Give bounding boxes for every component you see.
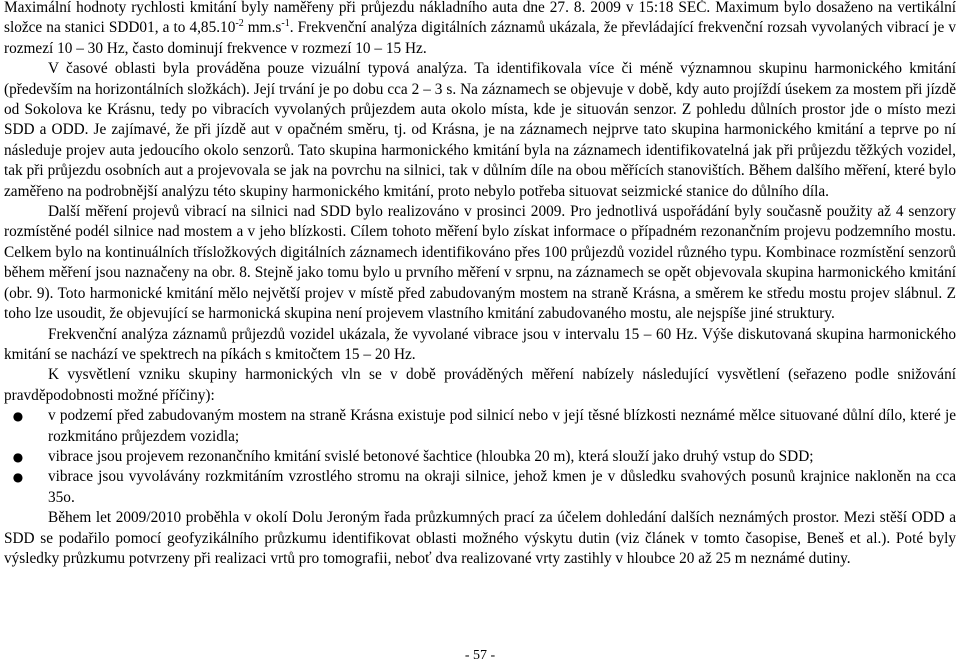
- paragraph-max-velocity: [4, 0, 956, 59]
- superscript: -2: [235, 18, 244, 30]
- text-run: Maximální hodnoty rychlosti kmitání byly naměřeny při průjezdu nákladního auta dne 27. 8. 2009 v 15:18 SEČ. Maximum bylo dosaženo na vertikální složce na stanici SDD01, a to 4,85.10: [4, 0, 956, 37]
- paragraph-time-domain: [4, 59, 956, 202]
- list-item-text: v podzemí před zabudovaným mostem na straně Krásna existuje pod silnicí nebo v její těsné blízkosti neznámé mělce situované důlní dílo, které je rozkmitáno průjezdem vozidla;: [48, 407, 956, 445]
- bullet-icon: ●: [12, 449, 24, 464]
- text-run: Na záznamech se objevuje v době, kdy auto projíždí úsekem za mostem při jízdě od Sokolova ke Krásnu, tedy po vibracích vyvolaných průjezdem auta okolo místa, kde je situován senzor. Z pohledu důlních prostor jde o místo mezi SDD a ODD. Je zajímavé, že při jízdě aut v opačném směru, tj.: [4, 80, 956, 139]
- text-run: Další měření projevů vibrací na silnici nad SDD bylo realizováno v prosinci 2009.: [48, 203, 566, 221]
- text-run: Toto harmonické kmitání mělo největší projev v místě před zabudovaným mostem na straně Krásna, a směrem ke středu mostu projev slábnul. Z toho lze usoudit, že objevující se harmonická skupina není projevem vlastního kmitání zabudovaného mostu, ale nejspíše jiné struktury.: [4, 284, 956, 323]
- text-run: Během dalšího měření, které bylo zaměřeno na podrobnější analýzu této skupiny harmonického kmitání, proto nebylo potřeba situovat seizmické stanice do důlního díla.: [4, 162, 956, 200]
- paragraph-explanations-intro: K vysvětlení vzniku skupiny harmonických vln se v době prováděných měření nabízely následující vysvětlení (seřazeno podle snižování pravděpodobnosti možné příčiny):: [4, 366, 956, 404]
- superscript: -1: [281, 18, 290, 30]
- list-item-text: vibrace jsou vyvolávány rozkmitáním vzrostlého stromu na okraji silnice, jehož kmen je v důsledku svahových posunů krajnice nakloněn na cca 35o.: [48, 468, 956, 506]
- list-item: [4, 447, 956, 467]
- paragraph-december-measurement: [4, 202, 956, 324]
- paragraph-frequency-analysis: Frekvenční analýza záznamů průjezdů vozidel ukázala, že vyvolané vibrace jsou v intervalu 15 – 60 Hz. Výše diskutovaná skupina harmonického kmitání se nachází ve spektrech na píkách s kmitočtem 15 – 20 Hz.: [4, 325, 956, 363]
- page-number: - 57 -: [464, 648, 496, 663]
- list-item: [4, 406, 956, 447]
- bullet-icon: ●: [12, 409, 24, 424]
- body-text: [4, 0, 956, 569]
- text-run: . Frekvenční analýza digitálních záznamů ukázala, že převládající frekvenční rozsah vyvolaných vibrací je v rozmezí 10 – 30 Hz, často dominují frekvence v rozmezí 10 – 15 Hz.: [4, 19, 956, 57]
- list-item: [4, 467, 956, 508]
- explanations-list: [4, 406, 956, 508]
- bullet-icon: ●: [12, 470, 24, 485]
- text-run: Tato skupina harmonického kmitání byla na záznamech identifikovatelná jak při průjezdu těžkých vozidel, tak při průjezdu osobních aut a projevovala se jak na povrchu na silnici, tak v důlním díle na obou měřících stanovištích.: [4, 141, 956, 180]
- text-run: od Krásna, je na záznamech nejprve tato skupina harmonického kmitání a teprve po ní následuje projev auta jedoucího okolo senzorů.: [4, 121, 956, 159]
- paragraph-survey-2009-2010: Během let 2009/2010 proběhla v okolí Dolu Jeroným řada průzkumných prací za účelem dohledání dalších neznámých prostor. Mezi stěší ODD a SDD se podařilo pomocí geofyzikálního průzkumu identifikovat oblasti možného výskytu dutin (viz článek v tomto časopise, Beneš et al.). Poté byly výsledky průzkumu potvrzeny při realizaci vrtů pro tomografii, neboť dva realizované vrty zastihly v hloubce 20 až 25 m neznámé dutiny.: [4, 509, 956, 567]
- text-run: Pro jednotlivá uspořádání byly současně použity až 4 senzory rozmístěné podél silnice nad mostem a v jeho blízkosti. Cílem tohoto měření bylo získat informace o případném rezonančním projevu podzemního mostu. Celkem bylo na kontinuálních třísložkových digitálních záznamech identifikováno přes 100 průjezdů vozidel různého typu. Kombinace rozmístění senzorů během měření jsou naznačeny na obr. 8.: [4, 203, 956, 282]
- list-item-text: vibrace jsou projevem rezonančního kmitání svislé betonové šachtice (hloubka 20 m), která slouží jako druhý vstup do SDD;: [48, 447, 814, 465]
- text-run: V časové oblasti byla prováděna pouze vizuální typová analýza. Ta identifikovala více či méně významnou skupinu harmonického kmitání (především na horizontálních složkách). Její trvání je po dobu cca 2 – 3 s.: [4, 60, 956, 98]
- text-run: Stejně jako tomu bylo u prvního měření v srpnu, na záznamech se opět objevovala skupina harmonického kmitání (obr. 9).: [4, 264, 957, 302]
- text-run: mm.s: [243, 19, 282, 37]
